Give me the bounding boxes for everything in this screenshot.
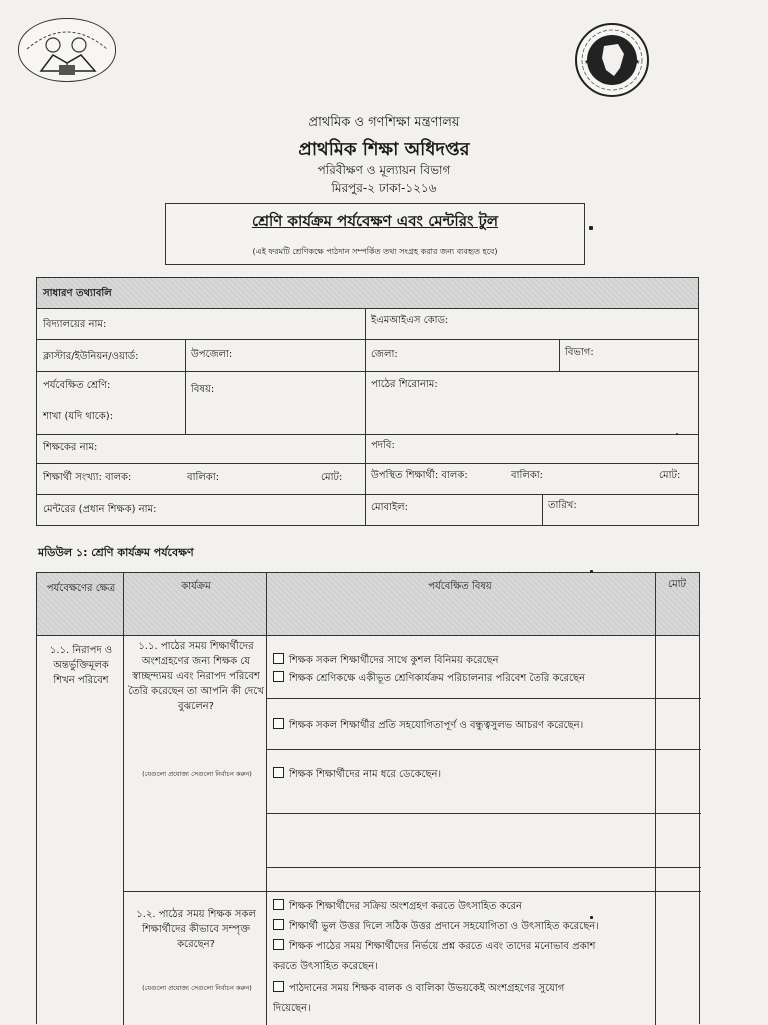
subject-field[interactable]: বিষয়: [191,384,215,395]
cluster-field[interactable]: ক্লাস্টার/ইউনিয়ন/ওয়ার্ড: [43,351,139,362]
division-name: পরিবীক্ষণ ও মূল্যায়ন বিভাগ [317,163,451,177]
present-students-boys[interactable]: উপস্থিত শিক্ষার্থী: বালক: [371,470,468,481]
checkbox[interactable] [273,981,284,992]
scan-mark [590,916,593,919]
activity-1-1: ১.১. পাঠের সময় শিক্ষার্থীদের অংশগ্রহণের জন্য শিক্ষক যে স্বাচ্ছন্দ্যময় এবং নিরাপদ পরিবেশ তৈরি করেছেন তা আপনি কী দেখে বুঝলেন? [128,641,264,712]
government-seal-icon [574,22,650,98]
form-title-box [165,203,585,265]
student-count-girls[interactable]: বালিকা: [187,472,220,483]
checklist-item-continued: দিয়েছেন। [273,1003,311,1014]
checkbox[interactable] [273,671,284,682]
checkbox[interactable] [273,899,284,910]
checklist-item-continued: করতে উৎসাহিত করেছেন। [273,961,378,972]
checklist-item[interactable]: শিক্ষক সকল শিক্ষার্থীদের সাথে কুশল বিনিময় করেছেন [273,653,663,669]
column-area: পর্যবেক্ষণের ক্ষেত্র [46,583,116,594]
section-field[interactable]: শাখা (যদি থাকে): [43,411,114,422]
module-title: মডিউল ১: শ্রেণি কার্যক্রম পর্যবেক্ষণ [38,546,194,559]
form-title: শ্রেণি কার্যক্রম পর্যবেক্ষণ এবং মেন্টরিং টুল [251,212,499,230]
checklist-item[interactable]: শিক্ষক শিক্ষার্থীদের নাম ধরে ডেকেছেন। [273,767,663,783]
present-students-girls[interactable]: বালিকা: [511,470,544,481]
checklist-item[interactable]: শিক্ষক শ্রেণিকক্ষে একীভূত শ্রেণিকার্যক্রম পরিচালনার পরিবেশ তৈরি করেছেন [273,671,663,687]
checkbox[interactable] [273,767,284,778]
general-info-header [37,278,698,309]
svg-text:★: ★ [634,58,641,66]
checkbox[interactable] [273,939,284,950]
checklist-item[interactable]: শিক্ষার্থী ভুল উত্তর দিলে সঠিক উত্তর প্রদানে সহযোগিতা ও উৎসাহিত করেছেন। [273,919,663,935]
svg-text:★: ★ [584,58,591,66]
scan-mark [676,433,678,435]
observation-area: ১.১. নিরাপদ ও অন্তর্ভুক্তিমূলক শিখন পরিবেশ [49,645,113,686]
mobile-field[interactable]: মোবাইল: [371,502,408,513]
education-logo [18,18,116,82]
ministry-name: প্রাথমিক ও গণশিক্ষা মন্ত্রণালয় [308,115,460,130]
emis-code-field[interactable]: ইএমআইএস কোড: [371,315,449,326]
directorate-name: প্রাথমিক শিক্ষা অধিদপ্তর [298,139,470,160]
school-name-field[interactable]: বিদ্যালয়ের নাম: [43,319,107,330]
office-address: মিরপুর-২ ঢাকা-১২১৬ [331,181,437,195]
scan-mark [589,226,593,230]
student-count-boys[interactable]: শিক্ষার্থী সংখ্যা: বালক: [43,472,132,483]
lesson-title-field[interactable]: পাঠের শিরোনাম: [371,379,438,390]
activity-1-2-note: (যেগুলো প্রযোজ্য সেগুলো নির্বাচন করুন) [142,984,252,992]
checkbox[interactable] [273,919,284,930]
teacher-name-field[interactable]: শিক্ষকের নাম: [43,442,98,453]
checklist-item[interactable]: শিক্ষক শিক্ষার্থীদের সক্রিয় অংশগ্রহণ করতে উৎসাহিত করেন [273,899,663,915]
upazila-field[interactable]: উপজেলা: [191,349,233,360]
designation-field[interactable]: পদবি: [371,440,395,451]
scan-mark [590,570,593,573]
checkbox[interactable] [273,653,284,664]
mentor-name-field[interactable]: মেন্টরের (প্রধান শিক্ষক) নাম: [43,504,157,515]
class-observed-field[interactable]: পর্যবেক্ষিত শ্রেণি: [43,380,111,391]
activity-1-2: ১.২. পাঠের সময় শিক্ষক সকল শিক্ষার্থীদের কীভাবে সম্পৃক্ত করেছেন? [136,909,256,950]
checklist-item[interactable]: শিক্ষক সকল শিক্ষার্থীর প্রতি সহযোগিতাপূর্ণ ও বন্ধুত্বসুলভ আচরণ করেছেন। [273,718,663,734]
district-field[interactable]: জেলা: [371,349,398,360]
checklist-item[interactable]: পাঠদানের সময় শিক্ষক বালক ও বালিকা উভয়কেই অংশগ্রহণের সুযোগ [273,981,663,997]
general-info-heading: সাধারণ তথ্যাবলি [43,288,112,299]
column-observed: পর্যবেক্ষিত বিষয় [428,581,492,592]
division-field[interactable]: বিভাগ: [565,347,594,358]
activity-1-1-note: (যেগুলো প্রযোজ্য সেগুলো নির্বাচন করুন) [142,770,252,778]
date-field[interactable]: তারিখ: [548,500,577,511]
checkbox[interactable] [273,718,284,729]
observation-table-header [37,573,699,636]
student-count-total[interactable]: মোট: [321,472,343,483]
general-info-table [36,277,699,526]
observation-table [36,572,700,1024]
present-students-total[interactable]: মোট: [659,470,681,481]
column-total: মোট [668,579,686,590]
column-activity: কার্যক্রম [181,581,211,592]
checklist-item[interactable]: শিক্ষক পাঠের সময় শিক্ষার্থীদের নির্ভয়ে প্রশ্ন করতে এবং তাদের মনোভাব প্রকাশ [273,939,663,955]
form-subtitle: (এই ফরমটি শ্রেণিকক্ষে পাঠদান সম্পর্কিত তথ্য সংগ্রহ করার জন্য ব্যবহৃত হবে) [252,247,498,256]
